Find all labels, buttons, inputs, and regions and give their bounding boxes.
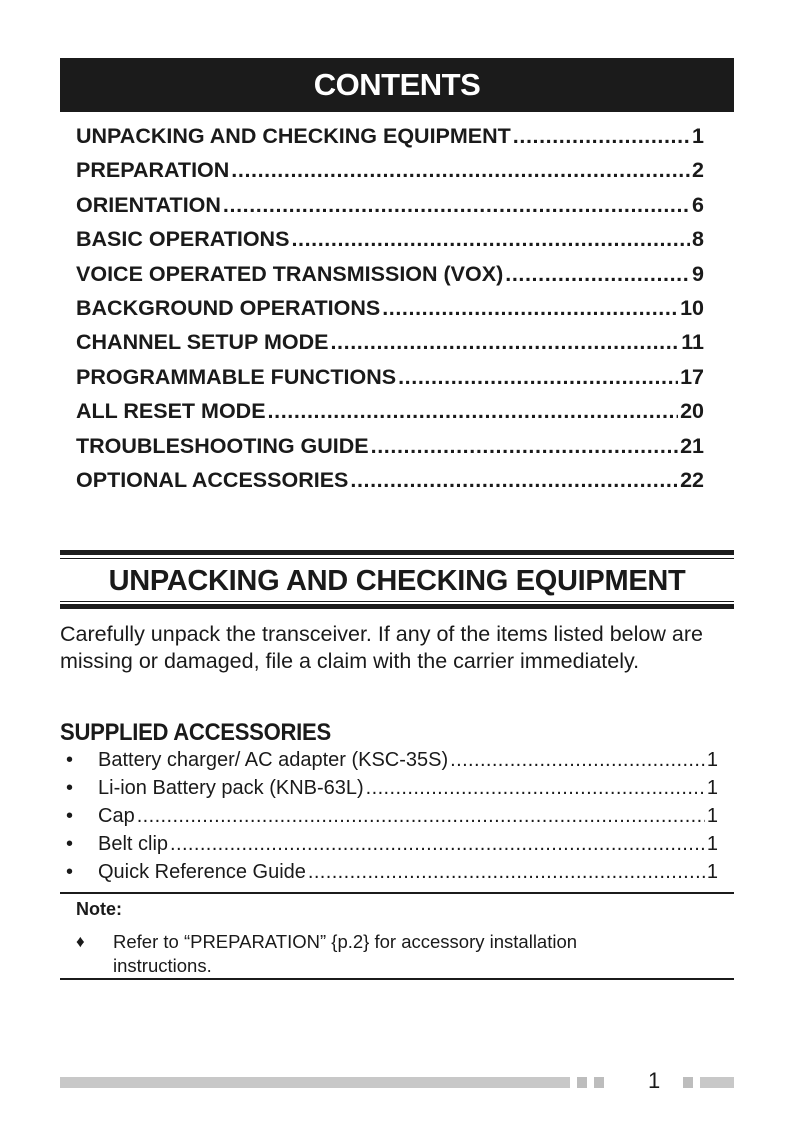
note-item	[76, 930, 676, 978]
accessory-leader	[450, 749, 705, 772]
toc-entry-page: 6	[692, 192, 704, 217]
footer-bar-left	[60, 1077, 570, 1088]
toc-entry-label: CHANNEL SETUP MODE	[76, 330, 329, 355]
bullet-icon: •	[66, 749, 74, 771]
toc-leader	[371, 434, 678, 459]
toc-entry-label: OPTIONAL ACCESSORIES	[76, 467, 349, 492]
accessory-leader	[366, 777, 705, 800]
section-rule-top-thick	[60, 550, 734, 555]
toc-leader	[330, 330, 679, 355]
contents-title: CONTENTS	[60, 58, 734, 112]
toc-entry[interactable]	[76, 158, 704, 192]
bullet-icon: •	[66, 777, 74, 799]
accessories-list	[66, 749, 718, 889]
toc-leader	[231, 158, 690, 183]
accessory-item	[66, 749, 718, 777]
toc-entry[interactable]	[76, 468, 704, 502]
accessory-qty: 1	[706, 833, 718, 855]
toc-entry[interactable]	[76, 330, 704, 364]
accessories-heading: SUPPLIED ACCESSORIES	[60, 719, 331, 746]
intro-paragraph: Carefully unpack the transceiver. If any of the items listed below are missing or damaged, file a claim with the carrier immediately.	[60, 622, 703, 673]
toc-entry-page: 1	[692, 124, 704, 148]
note-rule-bottom	[60, 978, 734, 980]
accessory-qty: 1	[706, 749, 718, 771]
accessory-leader	[137, 805, 705, 828]
footer-square	[577, 1077, 587, 1088]
bullet-icon: •	[66, 833, 74, 855]
accessory-label: Battery charger/ AC adapter (KSC-35S)	[98, 749, 449, 771]
toc-entry-page: 20	[680, 399, 704, 424]
toc-leader	[398, 365, 678, 390]
note-rule-top	[60, 892, 734, 894]
toc-entry-page: 21	[680, 433, 704, 458]
toc-entry-label: VOICE OPERATED TRANSMISSION (VOX)	[76, 261, 504, 286]
toc-entry-page: 11	[681, 330, 704, 355]
toc-entry-page: 9	[692, 261, 704, 286]
accessory-item	[66, 805, 718, 833]
section-rule-top-thin	[60, 558, 734, 559]
accessory-leader	[308, 861, 705, 884]
accessory-label: Li-ion Battery pack (KNB-63L)	[98, 777, 364, 799]
toc-entry[interactable]	[76, 193, 704, 227]
note-label: Note:	[76, 899, 122, 919]
toc-entry-label: UNPACKING AND CHECKING EQUIPMENT	[76, 124, 511, 148]
toc-leader	[505, 262, 690, 287]
accessory-qty: 1	[706, 861, 718, 883]
accessory-label: Belt clip	[98, 833, 169, 855]
toc-entry-page: 2	[692, 158, 704, 183]
toc-entry-label: PREPARATION	[76, 158, 230, 183]
toc-leader	[382, 296, 678, 321]
toc-entry[interactable]	[76, 227, 704, 261]
section-title: UNPACKING AND CHECKING EQUIPMENT	[108, 565, 686, 597]
accessory-item	[66, 777, 718, 805]
note-text: Refer to “PREPARATION” {p.2} for accessory installation instructions.	[113, 931, 578, 976]
page-number: 1	[648, 1068, 661, 1093]
toc-entry-label: PROGRAMMABLE FUNCTIONS	[76, 364, 397, 389]
table-of-contents	[76, 124, 704, 502]
diamond-bullet-icon: ♦	[76, 932, 85, 951]
accessory-item	[66, 861, 718, 889]
toc-entry[interactable]	[76, 399, 704, 433]
toc-leader	[223, 193, 690, 218]
toc-entry-label: BACKGROUND OPERATIONS	[76, 295, 381, 320]
toc-entry-page: 22	[680, 467, 704, 492]
section-rule-bottom-thin	[60, 601, 734, 602]
accessory-label: Cap	[98, 805, 135, 827]
footer-square	[594, 1077, 604, 1088]
toc-entry-label: ALL RESET MODE	[76, 399, 266, 424]
section-rule-bottom-thick	[60, 604, 734, 609]
footer-square	[683, 1077, 693, 1088]
toc-leader	[350, 468, 678, 493]
accessory-qty: 1	[706, 805, 718, 827]
toc-entry-label: TROUBLESHOOTING GUIDE	[76, 433, 369, 458]
toc-entry-page: 17	[680, 364, 704, 389]
bullet-icon: •	[66, 805, 74, 827]
toc-entry[interactable]	[76, 434, 704, 468]
accessory-item	[66, 833, 718, 861]
toc-entry-label: BASIC OPERATIONS	[76, 227, 290, 252]
toc-leader	[513, 124, 690, 149]
accessory-label: Quick Reference Guide	[98, 861, 306, 883]
toc-entry-label: ORIENTATION	[76, 192, 221, 217]
toc-entry-page: 10	[680, 295, 704, 320]
accessory-leader	[170, 833, 705, 856]
bullet-icon: •	[66, 861, 74, 883]
toc-entry[interactable]	[76, 124, 704, 158]
toc-entry[interactable]	[76, 296, 704, 330]
accessory-qty: 1	[706, 777, 718, 799]
toc-entry[interactable]	[76, 365, 704, 399]
toc-leader	[268, 399, 679, 424]
toc-entry[interactable]	[76, 262, 704, 296]
toc-entry-page: 8	[692, 227, 704, 252]
footer-bar-right	[700, 1077, 734, 1088]
toc-leader	[291, 227, 690, 252]
